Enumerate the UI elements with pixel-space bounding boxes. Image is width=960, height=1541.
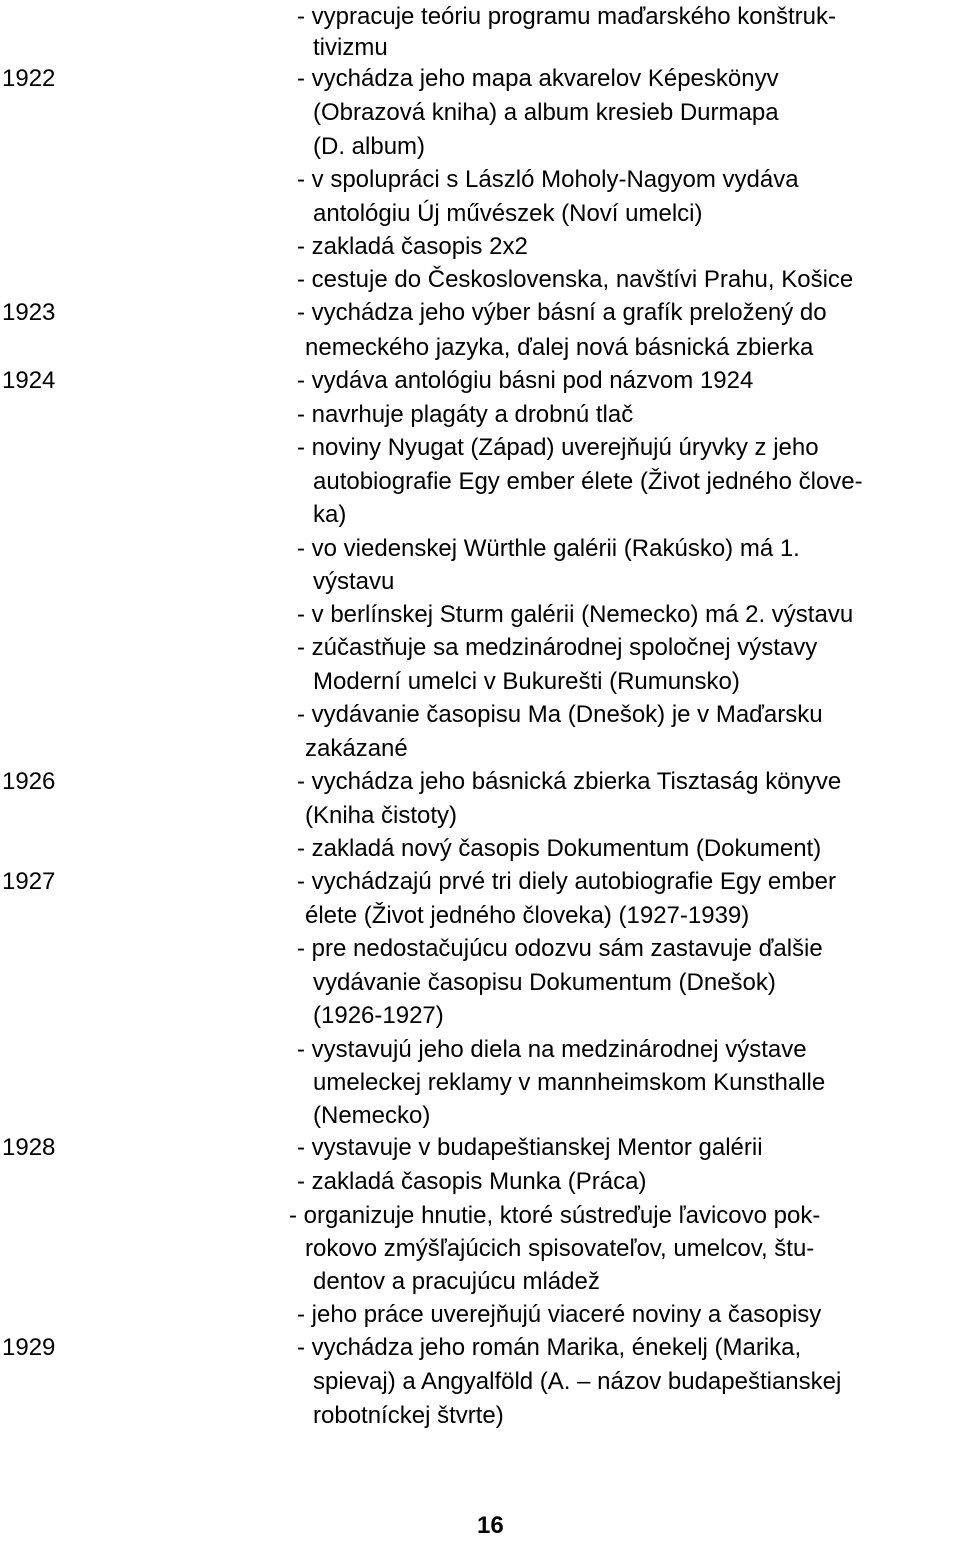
timeline-line: - noviny Nyugat (Západ) uverejňujú úryvky z jeho [297, 434, 819, 461]
year-label: 1929 [2, 1334, 56, 1361]
timeline-line: robotníckej štvrte) [313, 1402, 504, 1429]
timeline-line: umeleckej reklamy v mannheimskom Kunsthalle [313, 1069, 826, 1096]
timeline-line: výstavu [313, 568, 395, 595]
year-label: 1927 [2, 868, 56, 895]
timeline-line: (D. album) [313, 133, 426, 160]
page-number: 16 [477, 1512, 504, 1539]
timeline-line: Moderní umelci v Bukurešti (Rumunsko) [313, 668, 740, 695]
timeline-line: - zakladá časopis Munka (Práca) [297, 1168, 647, 1195]
timeline-line: - vychádzajú prvé tri diely autobiografie Egy ember [297, 868, 836, 895]
timeline-line: - zakladá časopis 2x2 [297, 233, 528, 260]
timeline-line: - navrhuje plagáty a drobnú tlač [297, 401, 634, 428]
timeline-line: - vydáva antológiu básni pod názvom 1924 [297, 367, 754, 394]
timeline-line: - vychádza jeho mapa akvarelov Képeskönyv [297, 65, 779, 92]
timeline-line: - zúčastňuje sa medzinárodnej spoločnej výstavy [297, 634, 818, 661]
timeline-line: - vydávanie časopisu Ma (Dnešok) je v Maďarsku [297, 701, 823, 728]
timeline-line: (Obrazová kniha) a album kresieb Durmapa [313, 99, 779, 126]
timeline-line: vydávanie časopisu Dokumentum (Dnešok) [313, 969, 776, 996]
year-label: 1923 [2, 299, 56, 326]
timeline-line: - vychádza jeho román Marika, énekelj (Marika, [297, 1334, 802, 1361]
timeline-line: - vychádza jeho básnická zbierka Tisztaság könyve [297, 768, 842, 795]
year-label: 1922 [2, 65, 56, 92]
timeline-line: - jeho práce uverejňujú viaceré noviny a časopisy [297, 1301, 822, 1328]
timeline-line: - organizuje hnutie, ktoré sústreďuje ľavicovo pok- [289, 1202, 821, 1229]
timeline-line: nemeckého jazyka, ďalej nová básnická zbierka [305, 334, 814, 361]
year-label: 1928 [2, 1134, 56, 1161]
timeline-line: dentov a pracujúcu mládež [313, 1268, 600, 1295]
timeline-line: ka) [313, 501, 347, 528]
timeline-line: - vychádza jeho výber básní a grafík preložený do [297, 299, 827, 326]
timeline-line: - vo viedenskej Würthle galérii (Rakúsko) má 1. [297, 535, 800, 562]
timeline-line: - zakladá nový časopis Dokumentum (Dokument) [297, 835, 822, 862]
timeline-line: rokovo zmýšľajúcich spisovateľov, umelcov, štu- [305, 1235, 815, 1262]
timeline-line: (1926-1927) [313, 1002, 444, 1029]
timeline-line: - pre nedostačujúcu odozvu sám zastavuje ďalšie [297, 935, 823, 962]
timeline-line: - v spolupráci s László Moholy-Nagyom vydáva [297, 166, 799, 193]
year-label: 1926 [2, 768, 56, 795]
timeline-line: antológiu Új művészek (Noví umelci) [313, 200, 703, 227]
year-label: 1924 [2, 367, 56, 394]
timeline-line: - v berlínskej Sturm galérii (Nemecko) má 2. výstavu [297, 601, 854, 628]
timeline-line: - vystavuje v budapeštianskej Mentor galérii [297, 1134, 763, 1161]
timeline-line: spievaj) a Angyalföld (A. – názov budapeštianskej [313, 1368, 842, 1395]
timeline-line: autobiografie Egy ember élete (Život jedného člove- [313, 468, 863, 495]
timeline-line: tivizmu [313, 34, 388, 61]
timeline-line: zakázané [305, 735, 408, 762]
timeline-line: - vypracuje teóriu programu maďarského konštruk- [297, 3, 836, 30]
timeline-line: (Kniha čistoty) [305, 802, 458, 829]
timeline-line: - vystavujú jeho diela na medzinárodnej výstave [297, 1036, 807, 1063]
timeline-line: - cestuje do Československa, navštívi Prahu, Košice [297, 266, 854, 293]
timeline-line: (Nemecko) [313, 1102, 431, 1129]
timeline-line: élete (Život jedného človeka) (1927-1939) [305, 902, 750, 929]
